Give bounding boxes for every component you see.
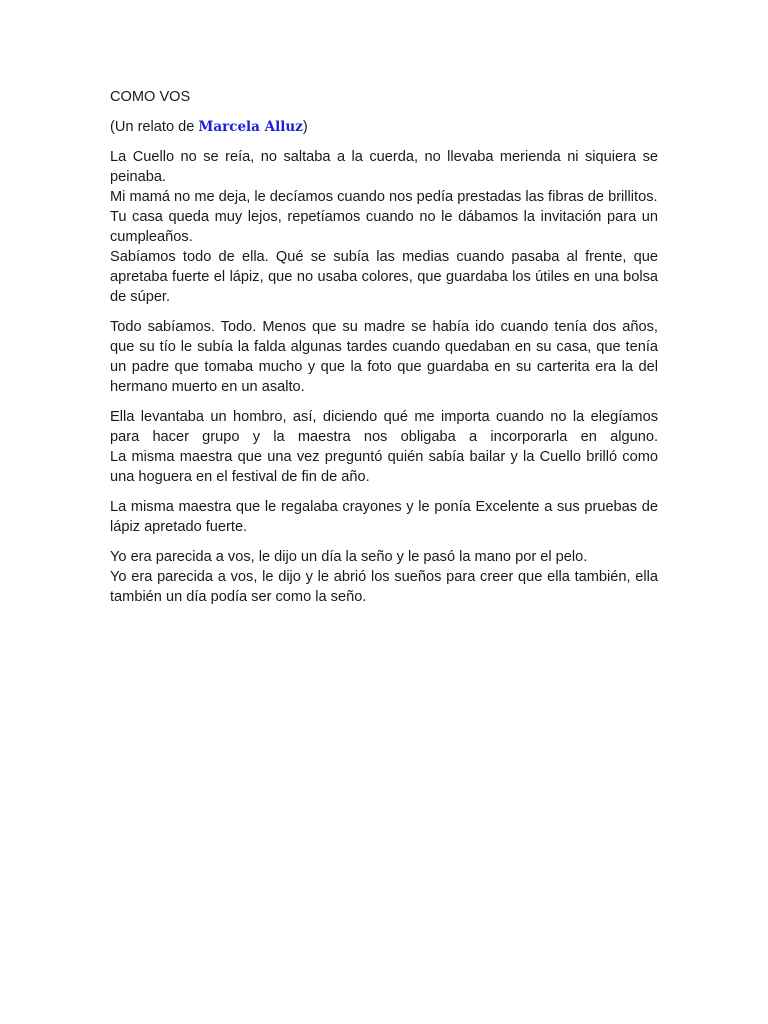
byline [110, 117, 658, 137]
paragraph-line: La misma maestra que una vez preguntó quién sabía bailar y la Cuello brilló como una hoguera en el festival de fin de año. [110, 449, 658, 485]
paragraph-1 [110, 147, 658, 307]
paragraph-5 [110, 547, 658, 607]
paragraph-line: La Cuello no se reía, no saltaba a la cuerda, no llevaba merienda ni siquiera se peinaba. [110, 149, 658, 185]
document-page [110, 87, 658, 617]
paragraph-line: Sabíamos todo de ella. Qué se subía las medias cuando pasaba al frente, que apretaba fuerte el lápiz, que no usaba colores, que guardaba los útiles en una bolsa de súper. [110, 249, 658, 305]
paragraph-line: Todo sabíamos. Todo. Menos que su madre se había ido cuando tenía dos años, que su tío le subía la falda algunas tardes cuando quedaban en su casa, que tenía un padre que tomaba mucho y que la foto que guardaba en su carterita era la del hermano muerto en un asalto. [110, 319, 658, 395]
paragraph-3 [110, 407, 658, 487]
paragraph-line: Tu casa queda muy lejos, repetíamos cuando no le dábamos la invitación para un cumpleaños. [110, 209, 658, 245]
paragraph-line: Yo era parecida a vos, le dijo un día la seño y le pasó la mano por el pelo. [110, 549, 588, 565]
paragraph-4 [110, 497, 658, 537]
paragraph-line: Yo era parecida a vos, le dijo y le abrió los sueños para creer que ella también, ella también un día podía ser como la seño. [110, 569, 658, 605]
paragraph-line: Mi mamá no me deja, le decíamos cuando nos pedía prestadas las fibras de brillitos. [110, 189, 658, 205]
byline-prefix: (Un relato de [110, 119, 199, 135]
story-title: COMO VOS [110, 89, 191, 105]
author-link[interactable]: Marcela Alluz [198, 119, 303, 135]
paragraph-line: La misma maestra que le regalaba crayones y le ponía Excelente a sus pruebas de lápiz apretado fuerte. [110, 499, 658, 535]
paragraph-line: Ella levantaba un hombro, así, diciendo qué me importa cuando no la elegíamos para hacer grupo y la maestra nos obligaba a incorporarla en alguno. [110, 409, 658, 445]
paragraph-2 [110, 317, 658, 397]
byline-suffix: ) [302, 119, 308, 135]
